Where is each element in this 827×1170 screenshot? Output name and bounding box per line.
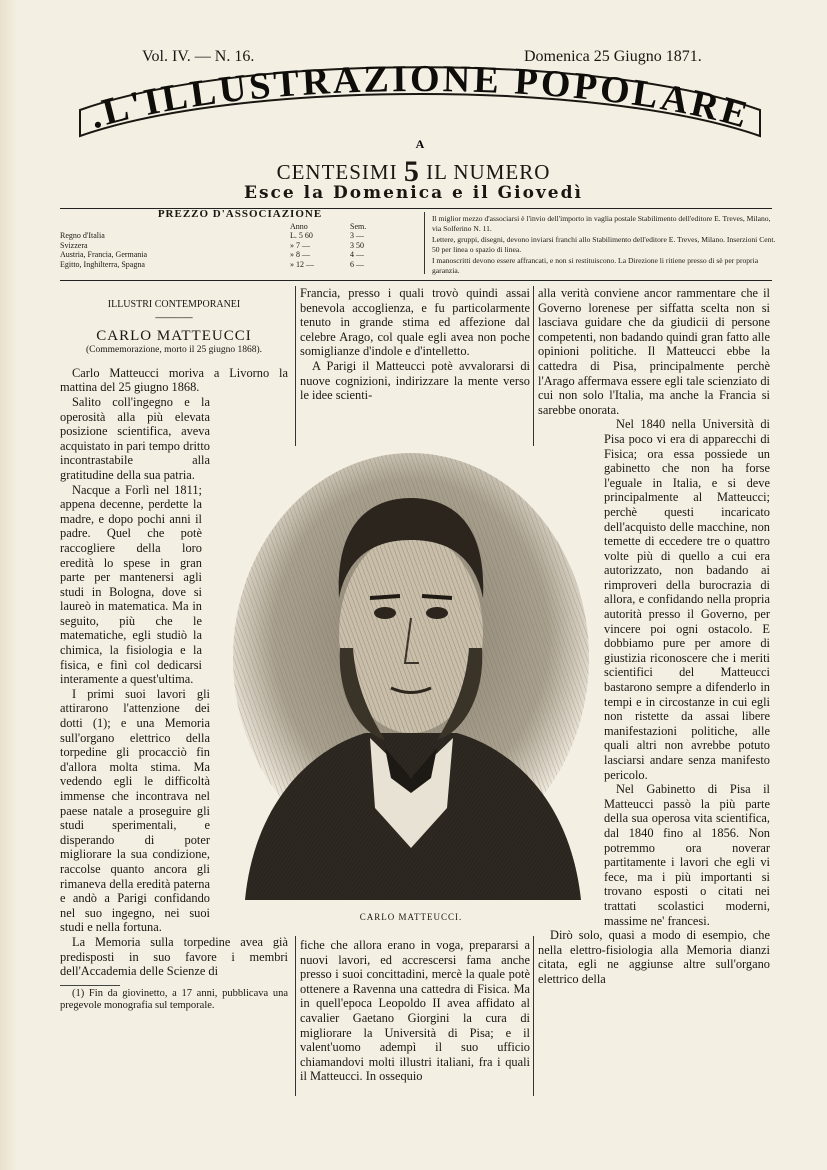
- portrait-caption: CARLO MATTEUCCI.: [359, 912, 463, 922]
- subscription-row: [60, 241, 420, 251]
- subscription-sem-price: 4 —: [350, 250, 364, 259]
- price-label-right: IL NUMERO: [426, 160, 551, 184]
- notice-item: Il miglior mezzo d'associarsi è l'invio dell'importo in vaglia postale Stabilimento dell'editore E. Treves, Milano, via Solferino N. 11.: [432, 214, 771, 233]
- subscription-region: Svizzera: [60, 240, 88, 250]
- col-sem-label: Sem.: [350, 221, 367, 231]
- subscription-row: [60, 231, 420, 241]
- footnote: (1) Fin da giovinetto, a 17 anni, pubblicava una pregevole monografia sul temporale.: [60, 987, 288, 1012]
- article-subtitle: (Commemorazione, morto il 25 giugno 1868).: [86, 345, 262, 356]
- paragraph: Francia, presso i quali trovò quindi assai benevola accoglienza, e fu particolarmente tenuto in grande stima ed affezione dal celebre Arago, col quale egli avea non poche somiglianze d'indole e d'intelletto.: [300, 286, 530, 359]
- paragraph: Dirò solo, quasi a modo di esempio, che nella elettro-fisiologia alla Memoria dianzi citata, egli ne aggiunse altre sull'organo elettrico della: [538, 928, 770, 986]
- paragraph: A Parigi il Matteucci potè avvalorarsi di nuove cognizioni, indirizzare la mente verso le idee scienti-: [300, 358, 530, 403]
- subscription-region: Egitto, Inghilterra, Spagna: [60, 259, 145, 269]
- masthead-a: A: [415, 137, 425, 151]
- article-title: CARLO MATTEUCCI: [96, 327, 252, 344]
- header-rule-bottom: [60, 280, 772, 281]
- issue-date: Domenica 25 Giugno 1871.: [524, 48, 702, 65]
- section-label: ILLUSTRI CONTEMPORANEI: [107, 299, 241, 310]
- masthead-title: .L'ILLUSTRAZIONE POPOLARE: [84, 58, 755, 138]
- column-separator: [533, 936, 534, 1096]
- subscription-year-price: » 7 —: [290, 240, 310, 250]
- notice-item: I manoscritti devono essere affrancati, e non si restituiscono. La Direzione li ritiene presso di sè per propria garanzia.: [432, 256, 759, 275]
- paragraph: Nel 1840 nella Università di Pisa poco vi era di apparecchi di Fisica; ora essa possiede un gabinetto che non ha forse l'eguale in Italia, e si deve principalmente al Matteucci; perchè questi incaricato dell'acquisto delle macchine, non temette di eccedere tre o quattro volte più di quello a cui era autorizzato, non badando ai rimproveri della burocrazia di allora, e confidando nella propria autorità presso il Governo, per vincere poi ogni ostacolo. E dobbiamo pure per amore di giustizia riconoscere che i meriti scientifici del Matteucci bastarono sempre a difenderlo in tempi e in circostanze in cui egli non ristette da assai libere manifestazioni politiche, alle quali altri non avrebbe potuto lasciarsi andare senza manifesto pericolo.: [604, 417, 770, 782]
- header-divider: [424, 212, 425, 274]
- subscription-year-price: » 12 —: [290, 259, 314, 269]
- paragraph: Carlo Matteucci moriva a Livorno la mattina del 25 giugno 1868.: [60, 365, 288, 395]
- subscription-year-price: » 8 —: [290, 250, 310, 259]
- column-separator: [295, 936, 296, 1096]
- subscription-region: Austria, Francia, Germania: [60, 250, 148, 259]
- subscription-sem-price: 3 50: [350, 240, 364, 250]
- paragraph: Nacque a Forlì nel 1811; appena decenne, perdette la madre, e dopo pochi anni il padre. Quel che potè raccogliere della loro eredità lo spese in gran parte per mantenersi agli studi in Bologna, dove si laureò in matematica. Ma in seguito, più che le matematiche, egli studiò la chimica, la fisiologia e la fisica, e finì col dedicarsi interamente a quest'ultima.: [60, 482, 202, 687]
- footnote-rule: [60, 985, 120, 986]
- paragraph: I primi suoi lavori gli attirarono l'attenzione dei dotti (1); e una Memoria sull'organo elettrico della torpedine gli procacciò fin d'allora molta stima. Ma vedendo egli le difficoltà immense che incontrava nel paese natale a proseguire gli studi sperimentali, e disperando di poter migliorare la sua condizione, raccolse quanto ancora gli rimaneva della eredità paterna e andò a Parigi confidando nel suo ingegno, nei suoi studi e nella fortuna.: [60, 686, 210, 935]
- price-label-left: CENTESIMI: [276, 160, 398, 184]
- publication-schedule: Esce la Domenica e il Giovedì: [244, 183, 583, 203]
- notices: [432, 214, 777, 277]
- price-number: 5: [403, 155, 420, 188]
- subscription-sem-price: 3 —: [350, 231, 364, 240]
- paragraph: La Memoria sulla torpedine avea già predisposti in suo favore i membri dell'Accademia delle Scienze di: [60, 934, 288, 979]
- subscription-sem-price: 6 —: [350, 259, 364, 269]
- subscription-year-price: L. 5 60: [290, 231, 313, 240]
- paragraph: fiche che allora erano in voga, prepararsi a nuovi lavori, ed accrescersi fama anche presso i suoi concittadini, mercè la quale potè ottenere a Ravenna una cattedra di Fisica. Ma in quell'epoca Leopoldo II avea affidato al cavalier Gaetano Giorgini la cura di migliorare la Università di Pisa; e il valent'uomo adempì il suo ufficio chiamandovi molti illustri italiani, fra i quali il Matteucci. In ossequio: [300, 938, 530, 1084]
- notice-item: Lettere, gruppi, disegni, devono inviarsi franchi allo Stabilimento dell'editore E. Treves, Milano. Inserzioni Cent. 50 per linea o spazio di linea.: [432, 235, 776, 254]
- column-3: [538, 286, 770, 987]
- volume-number: Vol. IV. — N. 16.: [142, 48, 255, 65]
- subscription-table: [60, 210, 420, 269]
- column-2-bottom: [300, 938, 530, 1084]
- paragraph: alla verità conviene ancor rammentare che il Governo lorenese per siffatta scelta non si lasciava guidare che da giudicii di persone competenti, non badando quindi gran fatto alle opinioni politiche. Il Matteucci ebbe la cattedra di Pisa, principalmente perchè l'Arago affermava essere egli tale scienziato di cui non solo l'Italia, ma anche la Francia si sarebbe onorata.: [538, 286, 770, 417]
- paragraph: Nel Gabinetto di Pisa il Matteucci passò la più parte della sua operosa vita scientifica, dal 1840 fino al 1856. Non potremmo ora noverar partitamente i lavori che egli vi fece, ma i più importanti si trovano esposti o citati nei trattati scolastici moderni, massime ne' francesi.: [604, 782, 770, 928]
- subscription-rows: [60, 231, 420, 269]
- column-2-top: [300, 286, 530, 403]
- subscription-header-row: [60, 222, 420, 232]
- section-dash: ———: [155, 309, 193, 324]
- paragraph: Salito coll'ingegno e la operosità alla più elevata posizione scientifica, aveva acquistato in pari tempo dritto incontrastabile alla gratitudine della sua patria.: [60, 394, 210, 482]
- col-year-label: Anno: [290, 221, 308, 231]
- column-separator: [295, 286, 296, 446]
- subscription-region: Regno d'Italia: [60, 231, 105, 240]
- column-separator: [533, 286, 534, 446]
- subscription-row: [60, 250, 420, 260]
- masthead: [70, 58, 770, 153]
- subscription-title: PREZZO D'ASSOCIAZIONE: [157, 208, 323, 220]
- subscription-row: [60, 260, 420, 270]
